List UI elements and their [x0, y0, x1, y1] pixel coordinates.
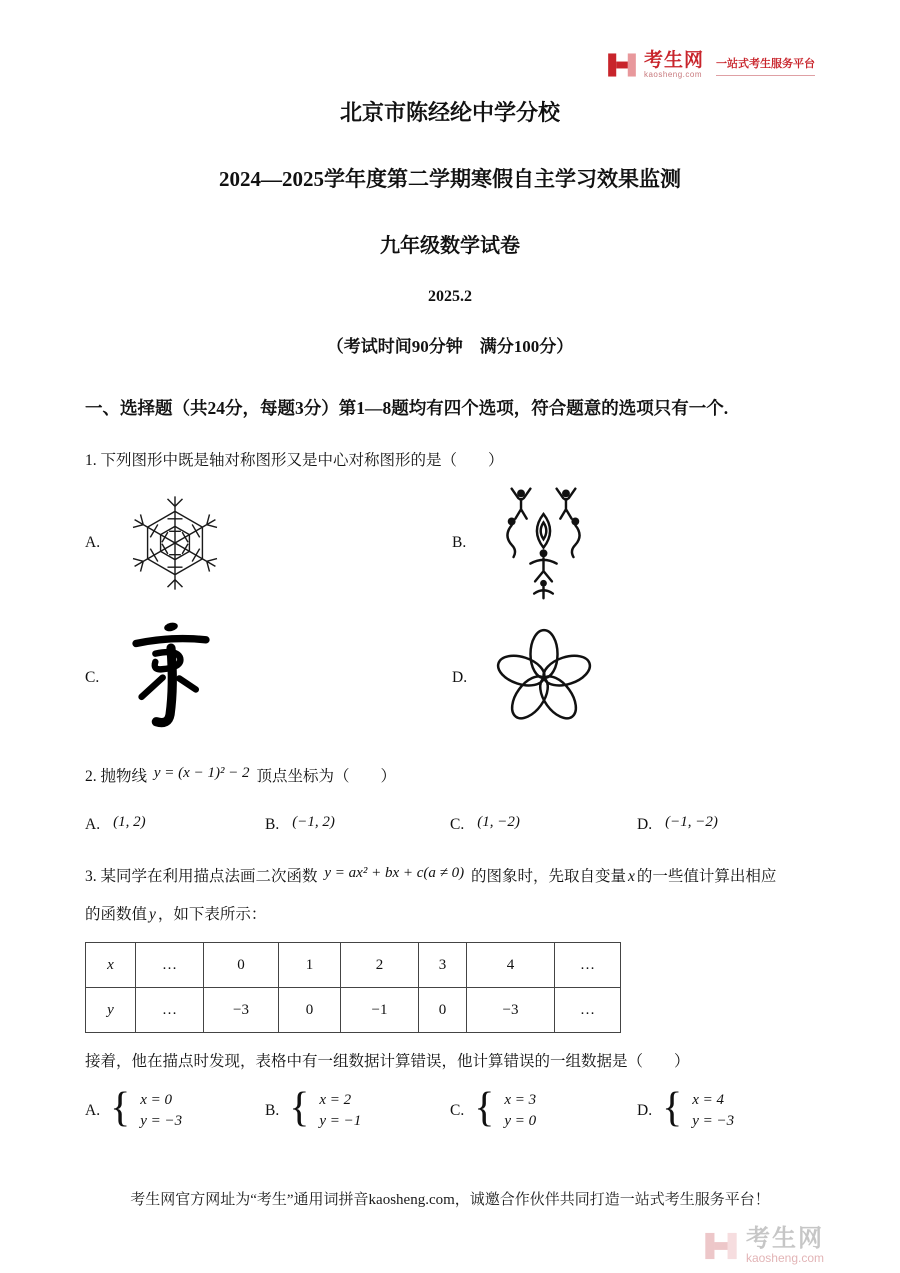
question-3-followup: 接着，他在描点时发现，表格中有一组数据计算错误，他计算错误的一组数据是（ ）	[85, 1053, 690, 1070]
table-cell: …	[555, 988, 621, 1033]
q2-option-a-label: A.	[85, 816, 101, 833]
q3-mid2: 的一些值计算出相应	[636, 868, 777, 885]
question-1-text: 1. 下列图形中既是轴对称图形又是中心对称图形的是（ ）	[85, 452, 504, 469]
q2-option-a-value: (1, 2)	[113, 813, 146, 830]
watermark-site: kaosheng.com	[745, 1251, 824, 1265]
q3-line2-pre: 的函数值	[85, 906, 148, 923]
equation: x = 3	[504, 1092, 537, 1108]
equation: x = 0	[140, 1092, 173, 1108]
kaosheng-logo	[607, 50, 815, 80]
table-cell: −3	[467, 988, 555, 1033]
table-cell: …	[136, 943, 204, 988]
q3-var-y: y	[149, 906, 156, 923]
table-cell: 0	[419, 988, 467, 1033]
table-cell: 3	[419, 943, 467, 988]
q3-option-d-equations	[692, 1091, 734, 1130]
equation: y = −3	[140, 1113, 183, 1129]
q1-option-b	[452, 484, 815, 602]
q2-option-a	[85, 813, 265, 834]
table-cell: 0	[204, 943, 279, 988]
footer-text: 考生网官方网址为“考生”通用词拼音kaosheng.com，诚邀合作伙伴共同打造一站式考生服务平台！	[130, 1192, 770, 1208]
q1-option-b-label: B.	[452, 534, 467, 551]
q3-option-c	[450, 1084, 637, 1131]
paper-title: 九年级数学试卷	[380, 235, 520, 257]
q1-option-a	[85, 484, 452, 602]
question-2-text	[85, 764, 815, 786]
q2-option-c-value: (1, −2)	[477, 813, 520, 830]
q3-line2-post: ，如下表所示：	[157, 906, 267, 923]
table-cell: 0	[279, 988, 341, 1033]
table-cell: 1	[279, 943, 341, 988]
q3-option-b	[265, 1084, 450, 1131]
q2-option-c-label: C.	[450, 816, 465, 833]
school-title: 北京市陈经纶中学分校	[339, 100, 560, 125]
kaosheng-watermark	[704, 1227, 824, 1265]
question-3-line1	[85, 864, 815, 886]
q2-option-d-label: D.	[637, 816, 653, 833]
q2-option-d	[637, 813, 815, 834]
session-title: 2024—2025学年度第二学期寒假自主学习效果监测	[219, 167, 681, 191]
acrobats-figure	[492, 484, 595, 602]
table-cell: …	[555, 943, 621, 988]
q2-formula: y = (x − 1)² − 2	[153, 765, 250, 781]
q1-option-d-label: D.	[452, 669, 468, 686]
left-brace: {	[662, 1084, 683, 1131]
q3-option-b-label: B.	[265, 1101, 280, 1119]
q1-option-a-label: A.	[85, 534, 101, 551]
table-cell: 2	[341, 943, 419, 988]
left-brace: {	[474, 1084, 495, 1131]
table-cell: y	[86, 988, 136, 1033]
calligraphy-figure	[125, 620, 217, 736]
left-brace: {	[289, 1084, 310, 1131]
table-row-y	[86, 988, 621, 1033]
q3-option-b-equations	[319, 1091, 361, 1130]
logo-brand: 考生网	[643, 49, 704, 71]
q2-option-b	[265, 813, 450, 834]
q2-option-d-value: (−1, −2)	[665, 813, 718, 830]
table-cell: 4	[467, 943, 555, 988]
left-brace: {	[110, 1084, 131, 1131]
watermark-logo-icon	[704, 1229, 738, 1263]
q3-prefix: 3. 某同学在利用描点法画二次函数	[85, 868, 318, 885]
watermark-brand: 考生网	[745, 1225, 824, 1252]
equation: y = 0	[504, 1113, 537, 1129]
q3-option-c-equations	[504, 1091, 536, 1130]
q1-option-d	[452, 620, 815, 736]
q3-value-table	[85, 942, 621, 1033]
kaosheng-logo-icon	[607, 50, 637, 80]
q2-prefix: 2. 抛物线	[85, 768, 148, 785]
q1-option-c-label: C.	[85, 669, 100, 686]
q2-option-c	[450, 813, 637, 834]
question-3-options	[85, 1084, 815, 1131]
knot-figure	[492, 626, 596, 730]
table-cell: −1	[341, 988, 419, 1033]
q3-option-a	[85, 1084, 265, 1131]
equation: y = −3	[692, 1113, 735, 1129]
q1-option-c	[85, 620, 452, 736]
logo-site: kaosheng.com	[643, 69, 703, 79]
q3-option-d	[637, 1084, 815, 1131]
q2-option-b-value: (−1, 2)	[292, 813, 335, 830]
q2-option-b-label: B.	[265, 816, 280, 833]
logo-row	[85, 0, 815, 80]
table-row-x	[86, 943, 621, 988]
table-cell: −3	[204, 988, 279, 1033]
q3-option-a-equations	[140, 1091, 182, 1130]
q3-var-x: x	[628, 868, 635, 885]
q3-mid1: 的图象时，先取自变量	[470, 868, 626, 885]
exam-info: （考试时间90分钟 满分100分）	[326, 337, 574, 356]
question-2-options	[85, 813, 815, 834]
q3-option-a-label: A.	[85, 1101, 101, 1119]
q3-option-c-label: C.	[450, 1101, 465, 1119]
watermark-text	[746, 1227, 824, 1265]
question-3-line2	[85, 902, 815, 924]
equation: y = −1	[319, 1113, 362, 1129]
table-cell: …	[136, 988, 204, 1033]
snowflake-figure	[125, 487, 225, 599]
q2-suffix: 顶点坐标为（ ）	[256, 768, 396, 785]
section-one-heading: 一、选择题（共24分，每题3分）第1—8题均有四个选项，符合题意的选项只有一个.	[85, 398, 729, 418]
logo-tagline: 一站式考生服务平台	[716, 55, 815, 76]
equation: x = 2	[319, 1092, 352, 1108]
equation: x = 4	[692, 1092, 725, 1108]
paper-date: 2025.2	[428, 288, 472, 305]
question-1-figures	[85, 484, 815, 736]
q3-option-d-label: D.	[637, 1101, 653, 1119]
table-cell: x	[86, 943, 136, 988]
q3-formula: y = ax² + bx + c(a ≠ 0)	[324, 865, 465, 881]
logo-text	[644, 51, 704, 79]
